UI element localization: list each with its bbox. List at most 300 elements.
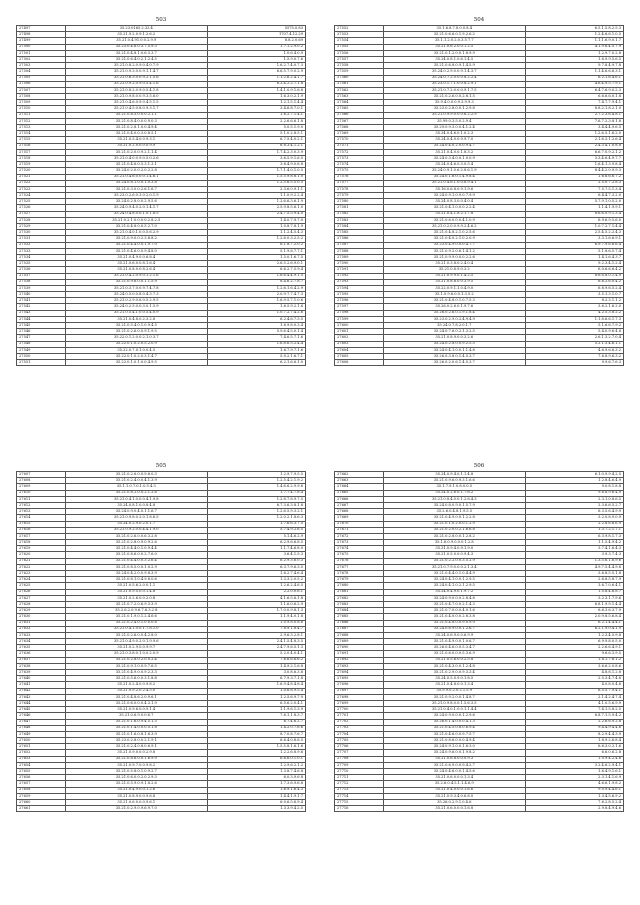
code-cell: 35.24.0.9.0.0.0.2.8.4.8	[383, 595, 525, 601]
row-id-cell: 27704	[335, 731, 384, 737]
ledger-table	[334, 25, 624, 366]
code-cell: 35.21.0.2.6.0.0.2.0.8	[65, 595, 207, 601]
amount-cell: 6.6.3.6.3.7.9	[525, 608, 623, 614]
row-id-cell: 27521	[17, 174, 66, 180]
row-id-cell: 27663	[335, 478, 384, 484]
row-id-cell: 27576	[335, 174, 384, 180]
code-cell: 35.26.0.3.8.0.1.4.5.3.7	[383, 353, 525, 359]
amount-cell: 4.9.7.5.4.4.9.6	[525, 564, 623, 570]
amount-cell: 3.9.3.7.4.3	[525, 552, 623, 558]
code-cell: 35.21.0.2.2.0.0.3.5.2.9	[383, 558, 525, 564]
code-cell: 35.21.0.1.9.0.1.2.4.6.6	[65, 614, 207, 620]
row-id-cell: 27516	[17, 143, 66, 149]
amount-cell: 6.7.5.4.0.2.1	[207, 137, 305, 143]
code-cell: 35.24.0.3.4.0.0.1.0.0.9	[383, 155, 525, 161]
amount-cell: 6.4.4.7.3.2.0	[525, 193, 623, 199]
row-id-cell: 27713	[335, 787, 384, 793]
row-id-cell: 27527	[17, 211, 66, 217]
code-cell: 35.21.0.4.2.0.9.0.1.2.1.6	[65, 273, 207, 279]
code-cell: 35.21.0.6.0.0.0.4.3.1.9	[65, 700, 207, 706]
amount-cell: 1.5.0.1.6.7.5	[207, 254, 305, 260]
code-cell: 35.21.0.4.9.0.0.1.2.2.8	[383, 515, 525, 521]
row-id-cell: 27570	[335, 137, 384, 143]
amount-cell: 8.8.2.0.69	[207, 38, 305, 44]
row-id-cell: 27673	[335, 540, 384, 546]
row-id-cell: 27698	[335, 694, 384, 700]
amount-cell: 8.6.6.0.9.1.3.4	[525, 211, 623, 217]
amount-cell: 9.6.8.9.6.4.9	[525, 490, 623, 496]
amount-cell: 6.2.4.6.7.3.5	[207, 316, 305, 322]
row-id-cell: 27644	[17, 700, 66, 706]
row-id-cell: 27510	[17, 106, 66, 112]
ledger-table	[16, 471, 306, 812]
code-cell: 35.24.0.4.1.0.0.1.1.4.8	[383, 347, 525, 353]
code-cell: 35.24.0.7.2.0.0.0.8.2.2.4	[383, 75, 525, 81]
row-id-cell: 27692	[335, 657, 384, 663]
code-cell: 35.21.0.5.4.0.1.0.9.4.5	[65, 323, 207, 329]
amount-cell: 8.4.4.2.0.9.9.3	[525, 168, 623, 174]
amount-cell: 2.2.6.6.9.2.8	[525, 719, 623, 725]
code-cell: 35.26.0.2.6.0.1.9.7.6	[383, 304, 525, 310]
row-id-cell: 27611	[17, 496, 66, 502]
row-id-cell: 27703	[335, 725, 384, 731]
amount-cell: 2.9.8.4.9.4.6	[525, 806, 623, 812]
row-id-cell: 27511	[17, 112, 66, 118]
row-id-cell: 27559	[335, 69, 384, 75]
row-id-cell: 27549	[17, 347, 66, 353]
code-cell: 35.23.0165.2.32.4	[65, 26, 207, 32]
row-id-cell: 27612	[17, 502, 66, 508]
code-cell: 35.21.0.4.8.1.0.6.3.3.7	[65, 50, 207, 56]
amount-cell: 3.4.4.4.9.6.5	[525, 125, 623, 131]
row-id-cell: 27679	[335, 577, 384, 583]
amount-cell: 7.5.7.5.1.3.4	[525, 186, 623, 192]
code-cell: 35.21.0.5.6.0.0.2.5.8	[383, 657, 525, 663]
code-cell: 35.21.0.6.6.0.1.9.2.6.2	[383, 32, 525, 38]
row-id-cell: 27588	[335, 248, 384, 254]
code-cell: 35.24.0.7.8.2.0.1.7	[383, 323, 525, 329]
code-cell: 35.24.0.6.9.0.0.1.2.6.7	[383, 626, 525, 632]
amount-cell: 6.8.7.1.5.9.4.2	[525, 713, 623, 719]
amount-cell: 1.6.9.9.5.6.5	[525, 56, 623, 62]
row-id-cell: 27601	[335, 329, 384, 335]
row-id-cell: 27638	[17, 663, 66, 669]
row-id-cell: 27627	[17, 595, 66, 601]
amount-cell: 5575.0.83	[207, 26, 305, 32]
amount-cell: 6.3.5.6.4.9.9	[525, 509, 623, 515]
amount-cell: 2.5.9.8.5.6.1.0	[207, 205, 305, 211]
row-id-cell: 27592	[335, 273, 384, 279]
amount-cell: 6.2.1.6.4.6.1	[525, 75, 623, 81]
row-id-cell: 27688	[335, 632, 384, 638]
code-cell: 35.21.0.8.8.0.0.3.9.5	[383, 279, 525, 285]
row-id-cell: 27606	[335, 360, 384, 366]
row-id-cell: 27676	[335, 558, 384, 564]
amount-cell: 6.9.7.9.6.6.6.4	[525, 242, 623, 248]
row-id-cell: 27568	[335, 125, 384, 131]
amount-cell: 6.7.9.3.7.1.8	[207, 676, 305, 682]
code-cell: 35.21.0.5.4.0.0.9.3.1	[65, 137, 207, 143]
code-cell: 35.21.0.7.2.0.6.9.3.3.9	[65, 601, 207, 607]
row-id-cell: 27672	[335, 533, 384, 539]
code-cell: 35.1.6.8.7.8.0.0.8.4	[383, 26, 525, 32]
code-cell: 35.21.0.2.9.0.6.0.5.2.9.5	[65, 298, 207, 304]
amount-cell: 1.1.4.1.9.9.1	[525, 205, 623, 211]
code-cell: 35.21.0.4.6.0.0.9.4.8.0	[65, 248, 207, 254]
amount-cell: 1.2.6.0.3.2.5.2	[207, 236, 305, 242]
code-cell: 35.21.0.8.5.0.0.1.0.2.9	[65, 564, 207, 570]
amount-cell: 6.0.6.5.6.9.4	[207, 799, 305, 805]
code-cell: 35.24.0.4.1.0.0.1.2.9.5	[383, 577, 525, 583]
row-id-cell: 27678	[335, 571, 384, 577]
amount-cell: 1.5.5.9.8.8.1.0	[207, 174, 305, 180]
row-id-cell: 27595	[335, 292, 384, 298]
row-id-cell: 27545	[17, 323, 66, 329]
row-id-cell: 27569	[335, 131, 384, 137]
code-cell: 35.21.0.8.9.0.0.9.6.8	[65, 793, 207, 799]
amount-cell: 6.5.6.2.0.4.1	[207, 700, 305, 706]
code-cell: 35.1.0.9.6.0.0.1.3.5.2	[383, 292, 525, 298]
code-cell: 35.21.0.2.6.0.0.9.1.9.5	[65, 329, 207, 335]
code-cell: 35.22.0.1.0.2.0.5.2.0.9	[65, 341, 207, 347]
code-cell: 35.21.0.6.0.0.0.4.1.0.9	[383, 217, 525, 223]
code-cell: 35.26.0.2.9.1.0.4.6	[383, 799, 525, 805]
code-cell: 35.24.0.8.0.9.0.1.5.7.9	[383, 502, 525, 508]
code-cell: 35.23.0.2.6.0.3.0.2.0.1.9	[65, 193, 207, 199]
code-cell: 35.24.0.4.0.2.0.0.9.4.7	[383, 143, 525, 149]
row-id-cell: 27560	[335, 75, 384, 81]
row-id-cell: 27705	[335, 738, 384, 744]
code-cell: 35.21.0.4.1.0.0.1.7.8.1.0	[65, 626, 207, 632]
code-cell: 35.21.0.9.6.0.9.3.1.6.6	[383, 478, 525, 484]
code-cell: 35.24.0.4.6.0.3.0.5.4	[383, 162, 525, 168]
amount-cell: 3.6.6.2.0.8.6	[525, 663, 623, 669]
row-id-cell: 27620	[17, 552, 66, 558]
code-cell: 35.21.0.4.6.0.0.0.1.4.6.1	[65, 174, 207, 180]
row-id-cell: 27581	[335, 205, 384, 211]
page-503	[16, 16, 306, 446]
row-id-cell: 27591	[335, 267, 384, 273]
amount-cell: 1.6.8.6.5.2.4.4	[207, 341, 305, 347]
amount-cell: 6.1.8.7.2.0.2	[207, 242, 305, 248]
code-cell: 35.21.0.2.8.1.0.0.4.9.4	[65, 125, 207, 131]
code-cell: 35.24.0.4.9.0.1.9.7.2	[383, 589, 525, 595]
row-id-cell: 27530	[17, 230, 66, 236]
amount-cell: 6.2.1.4.4.4.1	[525, 620, 623, 626]
code-cell: 35.21.0.9.2.0.0.4.4.1.9.0	[65, 527, 207, 533]
code-cell: 35.21.0.1.6.0.8.1.6.3.9	[65, 731, 207, 737]
code-cell: 35.21.0.8.6.0.0.2.7.6.0	[65, 552, 207, 558]
amount-cell: 1.2.8.4.6.4.9	[525, 478, 623, 484]
code-cell: 35.24.0.5.0.9.0.1.8.5	[383, 676, 525, 682]
amount-cell: 9.0.8.1.8.8	[525, 484, 623, 490]
code-cell: 35.22.0.9.1.1.0.4.9.0	[383, 285, 525, 291]
row-id-cell: 27680	[335, 583, 384, 589]
amount-cell: 1.7.4.2.3.0.3.9	[207, 149, 305, 155]
row-id-cell: 27707	[335, 750, 384, 756]
row-id-cell: 27507	[17, 87, 66, 93]
amount-cell: 3.2.3.1.7.9.6	[525, 595, 623, 601]
row-id-cell: 27649	[17, 731, 66, 737]
row-id-cell: 27584	[335, 224, 384, 230]
row-id-cell: 27506	[17, 81, 66, 87]
row-id-cell: 27563	[335, 94, 384, 100]
amount-cell: 5.7.4.9.2.6.5	[207, 527, 305, 533]
code-cell: 35.21.0.2.9.0.0.9.3.3.4	[383, 670, 525, 676]
row-id-cell: 27642	[17, 688, 66, 694]
amount-cell: 1.0.7.2.7.4.2.6	[207, 310, 305, 316]
code-cell: 35.21.0.4.8.0.0.1.3.4	[383, 682, 525, 688]
amount-cell: 5.0.5.1.9.0	[207, 125, 305, 131]
row-id-cell: 27600	[335, 323, 384, 329]
row-id-cell: 27609	[17, 484, 66, 490]
amount-cell: 4.1.6.5.6.1.8	[207, 595, 305, 601]
row-id-cell: 27557	[335, 56, 384, 62]
row-id-cell: 27538	[17, 279, 66, 285]
row-id-cell: 27696	[335, 682, 384, 688]
row-id-cell: 27499	[17, 38, 66, 44]
row-id-cell: 27652	[17, 750, 66, 756]
page-number: 503	[155, 17, 167, 23]
amount-cell: 1.2.2.6.8.9.6	[207, 750, 305, 756]
code-cell: 35.21.0.4.0.0.9.0.5.0.2.6	[65, 155, 207, 161]
code-cell: 35.21.0.9.3.0.0.9.1.1.4.7	[65, 69, 207, 75]
row-id-cell: 27657	[17, 781, 66, 787]
amount-cell: 3.6.4.9.0.6.8	[207, 162, 305, 168]
amount-cell: 1.2.8.7.8.9.7.5	[207, 496, 305, 502]
code-cell: 35.21.0.4.1.0.0.0.2.2.4	[383, 205, 525, 211]
row-id-cell: 27685	[335, 614, 384, 620]
row-id-cell: 27536	[17, 267, 66, 273]
amount-cell: 9.0.9.4.4.6.1	[525, 787, 623, 793]
amount-cell: 1.7.1.2.9.0.2	[207, 44, 305, 50]
code-cell: 35.21.0.1.0.2.0.0.1.2.9	[383, 521, 525, 527]
code-cell: 35.21.0.4.9.0.0.6.8.4	[65, 254, 207, 260]
row-id-cell: 27695	[335, 676, 384, 682]
row-id-cell: 27509	[17, 100, 66, 106]
amount-cell: 6.7.4.6.2.7	[207, 719, 305, 725]
code-cell: 35.21.0.2.8.0.2.0.0.2.4	[65, 657, 207, 663]
amount-cell: 2.4.7.5.5.9.4.0	[207, 211, 305, 217]
row-id-cell: 27669	[335, 515, 384, 521]
amount-cell: 6.8.3.4.1.2.1	[207, 143, 305, 149]
row-id-cell: 27514	[17, 131, 66, 137]
row-id-cell: 27515	[17, 137, 66, 143]
code-cell: 35.21.0.9.8.0.2.0.1.8.6.5	[65, 515, 207, 521]
code-cell: 35.21.0.6.2.0.0.1.2.5	[383, 44, 525, 50]
code-cell: 35.21.0.9.5.0.0.1.4.8	[65, 589, 207, 595]
code-cell: 35.24.0.9.1.0.0.1.6.3.0	[383, 744, 525, 750]
code-cell: 35.24.0.9.1.0.9.0.7.9.9	[383, 193, 525, 199]
row-id-cell: 27603	[335, 341, 384, 347]
amount-cell: 3.5.1.3.1.0.7	[525, 292, 623, 298]
amount-cell: 8.8.2.1.8.2.1.0	[525, 106, 623, 112]
row-id-cell: 27643	[17, 694, 66, 700]
code-cell: 35.21.0.4.9.0.2.0.1.9.9.6	[65, 639, 207, 645]
amount-cell: 2.5.3.4.7.4.8	[525, 676, 623, 682]
amount-cell: 6.5.5.7.9.4.1	[525, 688, 623, 694]
amount-cell: 4.6.9.6.6.3.2	[525, 347, 623, 353]
row-id-cell: 27681	[335, 589, 384, 595]
row-id-cell: 27562	[335, 87, 384, 93]
amount-cell: 7.6.8.9.6.3.2	[525, 353, 623, 359]
code-cell: 35.21.0.4.6.0.5.3.1.3.1	[65, 162, 207, 168]
amount-cell: 7.6.1.1.8.3.7	[207, 713, 305, 719]
row-id-cell: 27613	[17, 509, 66, 515]
code-cell: 35.21.0.8.6.0.0.0.4.9.4	[383, 738, 525, 744]
amount-cell: 1.3.5.6.1.6.9.6	[525, 558, 623, 564]
code-cell: 35.21.0.8.6.0.0.1.6.9.9	[65, 756, 207, 762]
code-cell: 35.21.0.2.0.0.0.0.9.9	[65, 143, 207, 149]
row-id-cell: 27580	[335, 199, 384, 205]
row-id-cell: 27693	[335, 663, 384, 669]
code-cell: 35.22.0.1.0.2.0.3.1.4.7	[65, 353, 207, 359]
row-id-cell: 27555	[335, 44, 384, 50]
code-cell: 35.24.0.4.0.0.9.9.7.0	[383, 137, 525, 143]
code-cell: 35.21.0.4.0.1.0.0.5.6.2.9	[65, 230, 207, 236]
row-id-cell: 27520	[17, 168, 66, 174]
amount-cell: 6.5.1.5.8.2.5.3	[525, 26, 623, 32]
row-id-cell: 27630	[17, 614, 66, 620]
code-cell: 35.21.0.5.6.0.0.3.1.8.8	[65, 676, 207, 682]
amount-cell: 2.0.9.8.5.6.8.4	[525, 614, 623, 620]
row-id-cell: 27517	[17, 149, 66, 155]
row-id-cell: 27708	[335, 756, 384, 762]
row-id-cell: 27554	[335, 38, 384, 44]
row-id-cell: 27686	[335, 620, 384, 626]
amount-cell: 3.3.4.6.4.9.7.7	[525, 155, 623, 161]
amount-cell: 2.6.5.2.6.9.0.1	[207, 261, 305, 267]
row-id-cell: 27531	[17, 236, 66, 242]
code-cell: 35.21.0.4.9.0.0.9.2.3.3	[65, 670, 207, 676]
code-cell: 35.21.0.9.2.0.6.1.4.1.2	[383, 248, 525, 254]
amount-cell: 2.4.3.4.1.0.8.8	[525, 143, 623, 149]
code-cell: 35.21.0.9.3.4.0.6.8.0	[383, 793, 525, 799]
code-cell: 35.21.0.2.0.0.9.9.2.4.6.2	[383, 224, 525, 230]
code-cell: 35.21.0.9.9.0.0.0.2.2.6	[383, 254, 525, 260]
amount-cell: 6.6.2.6.0.4.2	[525, 279, 623, 285]
row-id-cell: 27636	[17, 651, 66, 657]
page-number: 506	[473, 463, 485, 469]
code-cell: 35.21.0.4.4.0.0.1.9.7.0	[65, 242, 207, 248]
row-id-cell: 27548	[17, 341, 66, 347]
amount-cell: 6.8.1.9.9.1.4.4	[525, 601, 623, 607]
row-id-cell: 27525	[17, 199, 66, 205]
code-cell: 35.21.0.4.3.0.0.1.2.4.8	[383, 663, 525, 669]
amount-cell: 1.2.9.6.2.1.2	[207, 762, 305, 768]
code-cell: 35.21.0.2.4.0.0.9.8.2	[65, 682, 207, 688]
code-cell: 35.24.0.5.0.0.8.0.4.3.7.3	[65, 292, 207, 298]
amount-cell: 5.2.0.4.0.4.1	[207, 651, 305, 657]
row-id-cell: 27608	[17, 478, 66, 484]
amount-cell: 2.2.6.6.6.1.8	[207, 118, 305, 124]
amount-cell: 5.0.2.1.6.7.1	[207, 353, 305, 359]
amount-cell: 9.2.3.4.1.2.4	[525, 261, 623, 267]
row-id-cell: 27544	[17, 316, 66, 322]
code-cell: 35.21.0.6.9.0.0.6.7	[65, 713, 207, 719]
amount-cell: 1.7.0.0.9.8.1.3	[207, 608, 305, 614]
row-id-cell: 27602	[335, 335, 384, 341]
amount-cell: 1.2.1.5.1.4.4	[207, 100, 305, 106]
code-cell: 35.24.0.4.6.0.0.1.4.5.6	[383, 769, 525, 775]
code-cell: 35.24.0.9.6.0.0.1.9.8.2	[383, 750, 525, 756]
code-cell: 35.21.0.4.8.0.0.9.0.9.9	[383, 620, 525, 626]
amount-cell: 2.3.6.6.5.2.7	[525, 502, 623, 508]
amount-cell: 1.2.6.1.6.4.2.9	[207, 285, 305, 291]
code-cell: 35.24.0.8.1.0.0.1.0.3.8	[65, 180, 207, 186]
row-id-cell: 27542	[17, 304, 66, 310]
amount-cell: 1.2.5.6.9.7.9	[207, 694, 305, 700]
code-cell: 35.21.0.4.0.0.0.1.6.6	[383, 787, 525, 793]
amount-cell: 1.3.7.2.1.7.1	[525, 527, 623, 533]
row-id-cell: 27558	[335, 63, 384, 69]
code-cell: 35.21.0.5.4.1.0.0.5.4.0.9	[65, 310, 207, 316]
row-id-cell: 27529	[17, 224, 66, 230]
code-cell: 35.21.0.6.0.0.0.9.6.1	[65, 799, 207, 805]
row-id-cell: 27660	[17, 799, 66, 805]
row-id-cell: 27518	[17, 155, 66, 161]
row-id-cell: 27716	[335, 806, 384, 812]
amount-cell: 6.3.4.2.2.7.1.8	[207, 81, 305, 87]
row-id-cell: 27697	[335, 688, 384, 694]
row-id-cell: 27593	[335, 279, 384, 285]
amount-cell: 1.7.6.6.3.7.5	[207, 521, 305, 527]
amount-cell: 6.7.3.6.3.8.1.8	[207, 502, 305, 508]
code-cell: 35.21.0.5.9.0.9.1.8.2.6	[65, 781, 207, 787]
amount-cell: 6.4.7.6.9.0.2.3	[525, 87, 623, 93]
amount-cell: 2.5.4.5.2.2.4.3	[525, 230, 623, 236]
code-cell: 35.21.0.4.1.0.0.0.4.1.9.8	[65, 496, 207, 502]
row-id-cell: 27658	[17, 787, 66, 793]
amount-cell: 2.6.1.3.2.7.0.4	[525, 335, 623, 341]
amount-cell: 1.0.9.8.0.8.6	[207, 620, 305, 626]
row-id-cell: 27614	[17, 515, 66, 521]
code-cell: 35.24.0.4.1.0.2.1.2.9.5	[383, 583, 525, 589]
amount-cell: 3.4.6.8.7.0.1	[207, 106, 305, 112]
row-id-cell: 27715	[335, 799, 384, 805]
code-cell: 35.21.0.2.0.0.9.2.1.1.4	[65, 149, 207, 155]
row-id-cell: 27513	[17, 125, 66, 131]
row-id-cell: 27597	[335, 304, 384, 310]
row-id-cell: 27700	[335, 707, 384, 713]
amount-cell: 5.9.6.4.5.0.1.4	[207, 329, 305, 335]
code-cell: 35.21.0.4.91.0.0.2.9.9	[65, 38, 207, 44]
amount-cell: 4.1.0.5.6.9.9	[525, 700, 623, 706]
code-cell: 35.9.4.0.0.0.9.3.9.9.3	[383, 100, 525, 106]
amount-cell: 6.1.0.9.9.4.2.5	[525, 472, 623, 478]
amount-cell: 3.6.2.1.6.2.0	[525, 304, 623, 310]
row-id-cell: 27650	[17, 738, 66, 744]
row-id-cell: 27625	[17, 583, 66, 589]
amount-cell: 2.6.8.5.8.7.9	[525, 577, 623, 583]
amount-cell: 5.1.9.6.7.7.1	[207, 248, 305, 254]
row-id-cell: 27587	[335, 242, 384, 248]
code-cell: 35.21.0.9.1.0.0.9.7.6.5	[65, 663, 207, 669]
row-id-cell: 27646	[17, 713, 66, 719]
code-cell: 35.24.0.6.9.0.0.6.9.9	[383, 632, 525, 638]
row-id-cell: 27659	[17, 793, 66, 799]
amount-cell: 6.6.6.6.0.1.8	[525, 94, 623, 100]
code-cell: 35.21.0.4.0.0.0.2.8.3.8	[383, 614, 525, 620]
code-cell: 35.21.0.6.8.0.9.1.4.5.9	[383, 63, 525, 69]
code-cell: 35.21.0.5.8.0.1.0.9.2.7	[65, 769, 207, 775]
amount-cell: 1.6.2.7.4.6.4	[207, 571, 305, 577]
amount-cell: 3.7.4.1.6.4.3	[525, 546, 623, 552]
amount-cell: 6.2.1.9.0.4.1.9	[525, 626, 623, 632]
amount-cell: 6.3.9.8.1.7.3	[525, 533, 623, 539]
code-cell: 35.21.0.6.0.0.0.5.3.6.9	[383, 651, 525, 657]
amount-cell: 2.4.1.5.4.8.3.5	[207, 639, 305, 645]
